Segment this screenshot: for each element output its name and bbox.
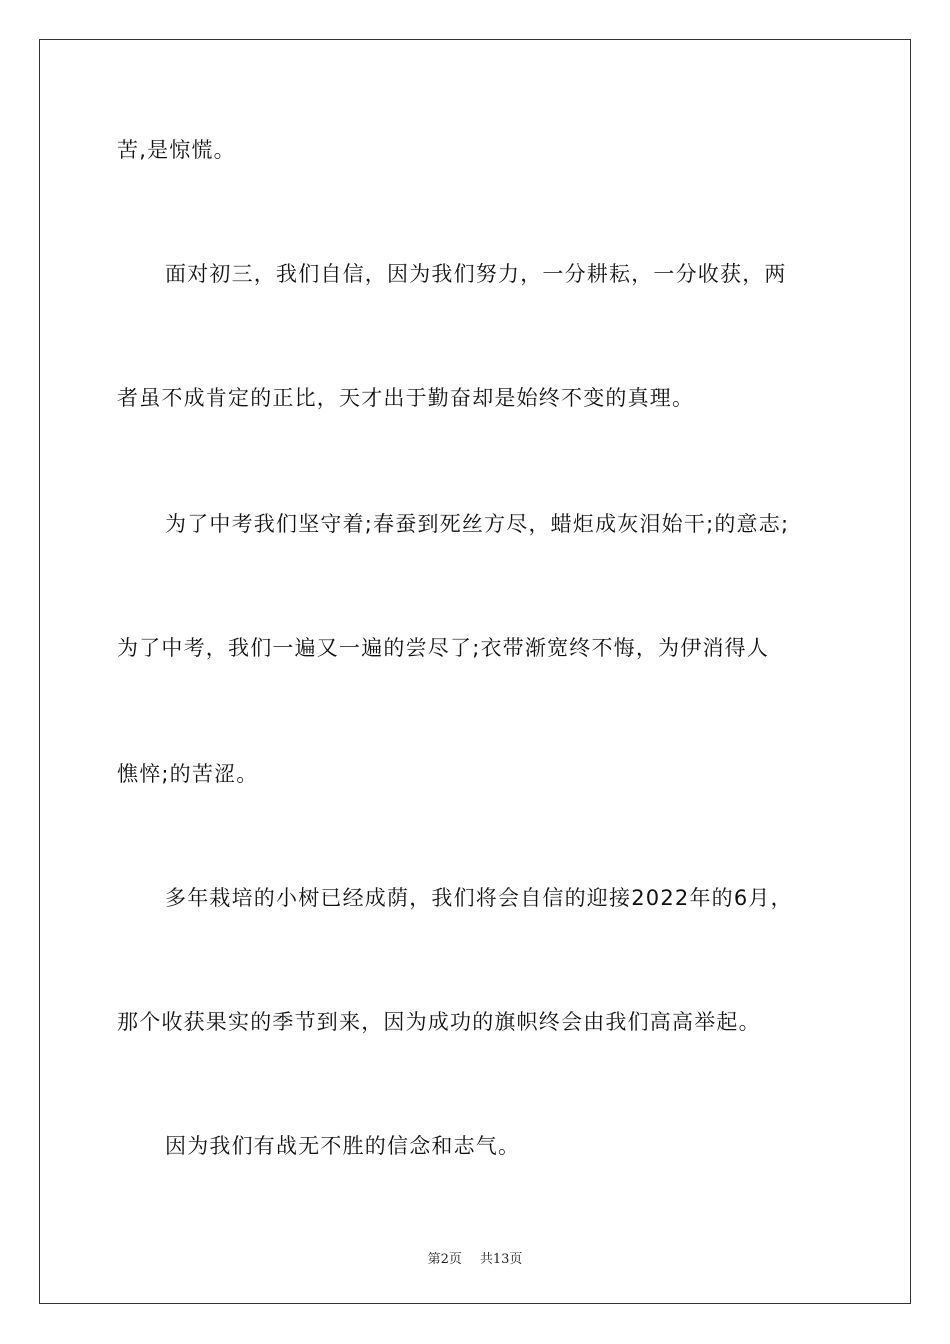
text-line-9: 因为我们有战无不胜的信念和志气。 <box>165 1134 521 1158</box>
page-number: 第2页 <box>427 1252 462 1267</box>
page-total: 共13页 <box>479 1252 523 1267</box>
text-line-7: 多年栽培的小树已经成荫，我们将会自信的迎接2022年的6月， <box>165 886 793 910</box>
text-line-3: 者虽不成肯定的正比，天才出于勤奋却是始终不变的真理。 <box>117 386 695 410</box>
page-footer <box>0 1248 950 1267</box>
text-line-2: 面对初三，我们自信，因为我们努力，一分耕耘，一分收获，两 <box>165 262 787 286</box>
text-line-6: 憔悴;的苦涩。 <box>117 762 259 786</box>
text-line-8: 那个收获果实的季节到来，因为成功的旗帜终会由我们高高举起。 <box>117 1010 761 1034</box>
text-line-1: 苦,是惊慌。 <box>117 138 236 162</box>
page-border <box>39 39 911 1304</box>
text-line-4: 为了中考我们坚守着;春蚕到死丝方尽，蜡炬成灰泪始干;的意志; <box>165 512 790 536</box>
text-line-5: 为了中考，我们一遍又一遍的尝尽了;衣带渐宽终不悔，为伊消得人 <box>117 636 770 660</box>
